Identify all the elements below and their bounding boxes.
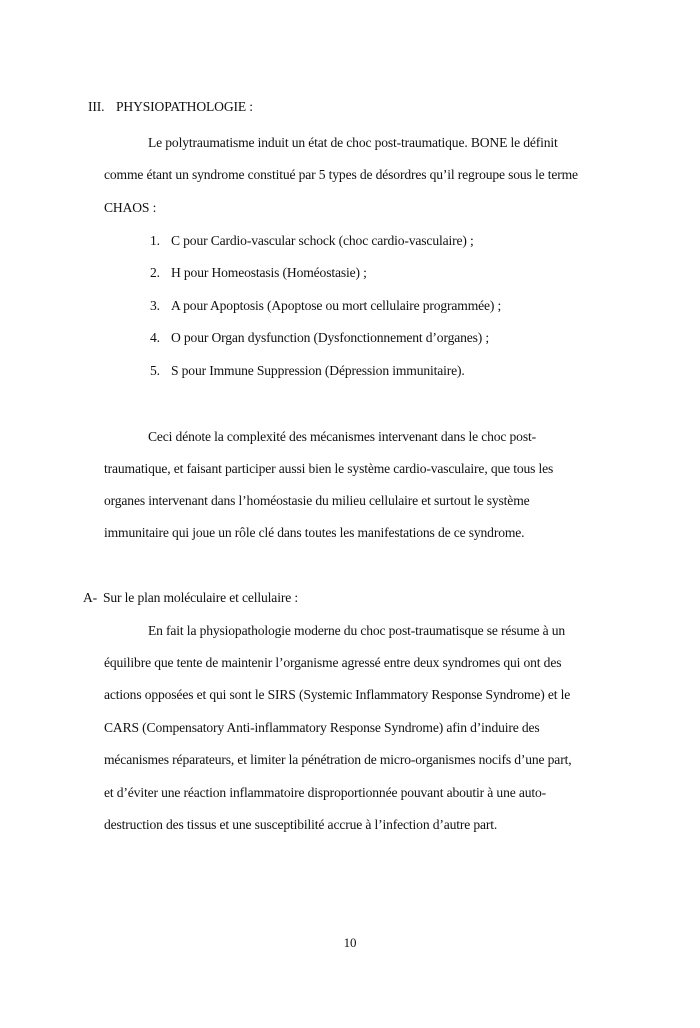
paragraph-line: équilibre que tente de maintenir l’organisme agressé entre deux syndromes qui ont des bbox=[104, 655, 562, 670]
list-text: S pour Immune Suppression (Dépression immunitaire). bbox=[171, 363, 465, 378]
list-number: 2. bbox=[150, 265, 160, 280]
paragraph-line: En fait la physiopathologie moderne du choc post-traumatisque se résume à un bbox=[148, 623, 566, 638]
list-text: O pour Organ dysfunction (Dysfonctionnement d’organes) ; bbox=[171, 330, 490, 345]
list-text: A pour Apoptosis (Apoptose ou mort cellulaire programmée) ; bbox=[171, 298, 502, 313]
list-item bbox=[150, 232, 474, 250]
subsection-title: Sur le plan moléculaire et cellulaire : bbox=[103, 590, 298, 605]
list-item bbox=[150, 362, 465, 380]
paragraph-line: immunitaire qui joue un rôle clé dans toutes les manifestations de ce syndrome. bbox=[104, 525, 525, 540]
paragraph-line: actions opposées et qui sont le SIRS (Systemic Inflammatory Response Syndrome) et le bbox=[104, 687, 571, 702]
subsection-marker: A- bbox=[83, 590, 98, 605]
section-number: III. bbox=[88, 99, 105, 114]
subsection-heading bbox=[83, 589, 298, 607]
section-title: PHYSIOPATHOLOGIE : bbox=[116, 99, 253, 114]
paragraph-line: organes intervenant dans l’homéostasie du milieu cellulaire et surtout le système bbox=[104, 493, 530, 508]
paragraph-line: destruction des tissus et une susceptibilité accrue à l’infection d’autre part. bbox=[104, 817, 498, 832]
list-number: 1. bbox=[150, 233, 160, 248]
list-text: H pour Homeostasis (Homéostasie) ; bbox=[171, 265, 367, 280]
list-number: 3. bbox=[150, 298, 160, 313]
list-number: 4. bbox=[150, 330, 160, 345]
paragraph-line: mécanismes réparateurs, et limiter la pénétration de micro-organismes nocifs d’une part, bbox=[104, 752, 572, 767]
paragraph-line: traumatique, et faisant participer aussi bien le système cardio-vasculaire, que tous les bbox=[104, 461, 554, 476]
intro-line: Le polytraumatisme induit un état de choc post-traumatique. BONE le définit bbox=[148, 135, 558, 150]
page-number: 10 bbox=[343, 935, 357, 950]
intro-line: comme étant un syndrome constitué par 5 types de désordres qu’il regroupe sous le terme bbox=[104, 167, 578, 182]
section-heading bbox=[88, 98, 253, 116]
list-number: 5. bbox=[150, 363, 160, 378]
list-text: C pour Cardio-vascular schock (choc cardio-vasculaire) ; bbox=[171, 233, 474, 248]
paragraph-line: Ceci dénote la complexité des mécanismes intervenant dans le choc post- bbox=[148, 429, 536, 444]
intro-line: CHAOS : bbox=[104, 200, 157, 215]
paragraph-line: CARS (Compensatory Anti-inflammatory Response Syndrome) afin d’induire des bbox=[104, 720, 540, 735]
list-item bbox=[150, 297, 501, 315]
paragraph-line: et d’éviter une réaction inflammatoire disproportionnée pouvant aboutir à une auto- bbox=[104, 785, 547, 800]
list-item bbox=[150, 264, 367, 282]
list-item bbox=[150, 329, 489, 347]
